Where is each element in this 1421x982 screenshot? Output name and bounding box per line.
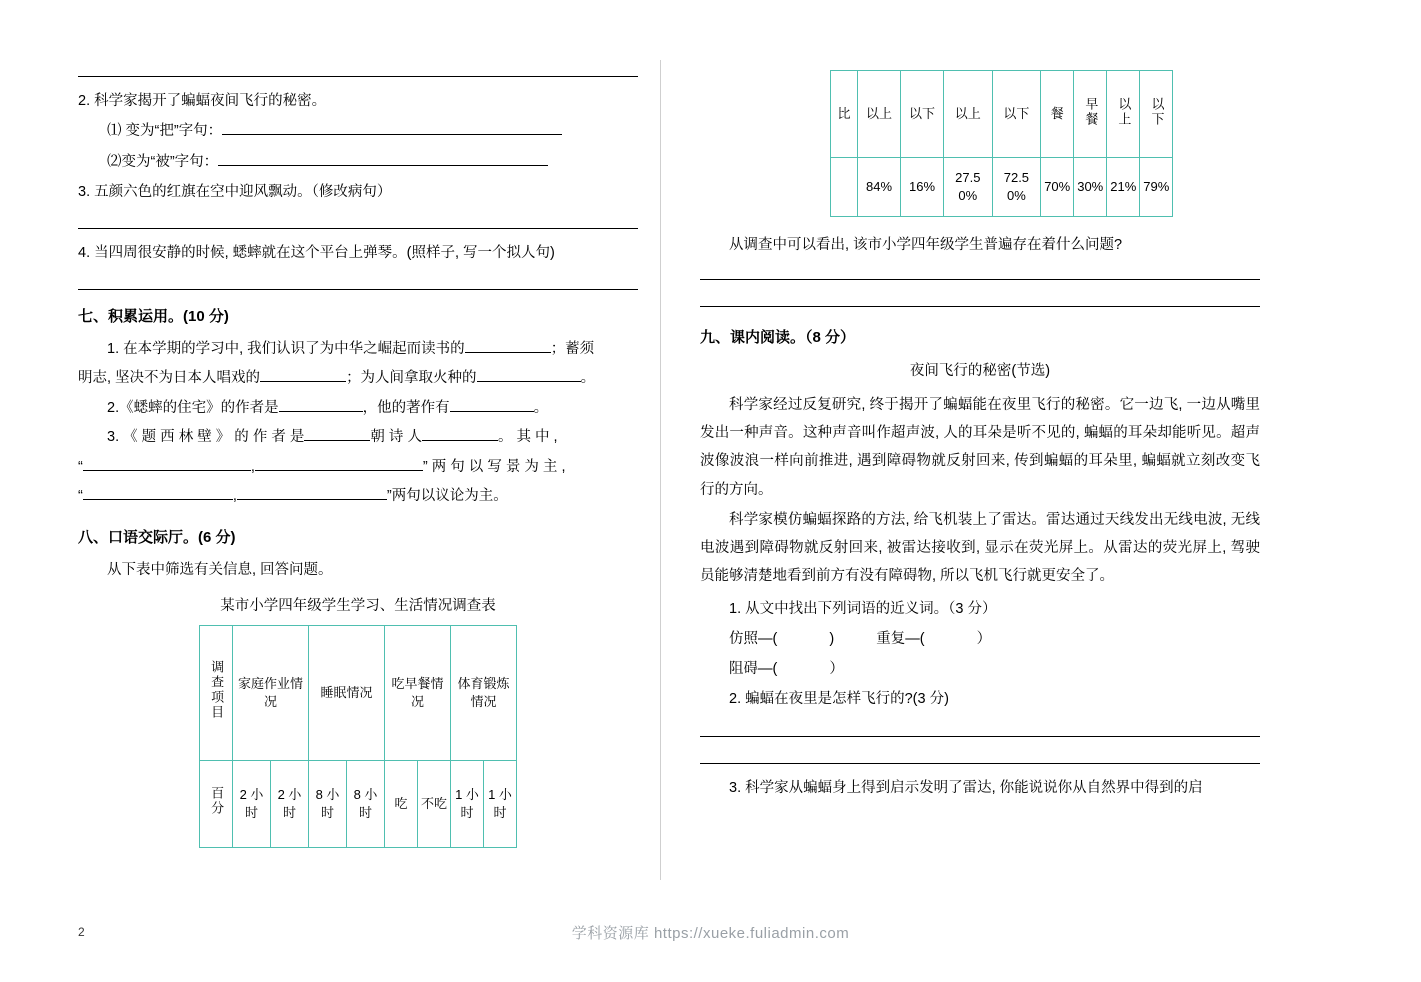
table-cell: 不吃 — [418, 760, 451, 847]
answer-blank[interactable] — [83, 485, 233, 501]
answer-blank[interactable] — [477, 367, 581, 383]
s7-i1-text-e: 。 — [580, 370, 596, 387]
table-cell: 27.50% — [944, 158, 993, 217]
answer-rule-q3 — [78, 228, 638, 229]
answer-blank[interactable] — [422, 426, 498, 442]
page-number: 2 — [78, 925, 85, 939]
section-8-lead: 从下表中筛选有关信息, 回答问题。 — [107, 562, 333, 579]
answer-rule-4 — [700, 763, 1260, 764]
table-cell: 30% — [1074, 158, 1107, 217]
table-cell: 早餐 — [1074, 71, 1107, 158]
answer-rule-q4 — [78, 289, 638, 290]
table-cell: 体育锻炼情况 — [451, 625, 517, 760]
survey-table-caption: 某市小学四年级学生学习、生活情况调查表 — [220, 598, 496, 615]
table-cell: 以上 — [1107, 71, 1140, 158]
column-divider — [660, 60, 661, 880]
reading-question-1: 1. 从文中找出下列词语的近义词。（3 分） — [729, 600, 997, 617]
question-2-stem: 2. 科学家揭开了蝙蝠夜间飞行的秘密。 — [78, 93, 327, 109]
reading-question-2: 2. 蝙蝠在夜里是怎样飞行的?(3 分) — [729, 691, 949, 708]
s7-i3-text-a: 3. 《 题 西 林 壁 》 的 作 者 是 — [107, 429, 305, 446]
table-cell: 16% — [901, 158, 944, 217]
answer-blank[interactable] — [255, 455, 423, 471]
table-cell: 8 小时 — [309, 760, 347, 847]
reading-question-3: 3. 科学家从蝙蝠身上得到启示发明了雷达, 你能说说你从自然界中得到的启 — [729, 779, 1203, 796]
s7-i1-text-b: ；蓄须 — [550, 340, 595, 357]
section-7-item-1 — [78, 336, 638, 364]
table-cell: 调查项目 — [200, 625, 233, 760]
table-row — [200, 625, 517, 760]
answer-blank[interactable] — [222, 120, 562, 136]
synonym-label-1: 仿照—( — [729, 630, 778, 647]
answer-blank[interactable] — [777, 628, 829, 643]
quote-comma: , — [250, 458, 255, 475]
section-8-title: 八、口语交际厅。(6 分) — [78, 528, 236, 546]
table-cell: 2 小时 — [271, 760, 309, 847]
table-cell — [831, 158, 858, 217]
table-question: 从调查中可以看出, 该市小学四年级学生普遍存在着什么问题? — [729, 237, 1123, 253]
table-row — [831, 158, 1173, 217]
table-cell: 8 小时 — [347, 760, 385, 847]
quote-close: ” — [422, 458, 428, 475]
question-2-sub-2 — [78, 148, 638, 176]
table-cell: 百分 — [200, 760, 233, 847]
answer-blank[interactable] — [260, 367, 346, 383]
s7-i2-text-a: 2.《蟋蟀的住宅》的作者是 — [107, 399, 279, 416]
section-7-item-3-line3 — [78, 483, 638, 511]
section-7-item-3-line2 — [78, 454, 638, 482]
section-7-item-2 — [78, 395, 638, 423]
table-cell: 比 — [831, 71, 858, 158]
table-row — [831, 71, 1173, 158]
question-2-sub-1 — [78, 117, 638, 145]
reading-question-1-blanks-a — [700, 625, 1260, 653]
table-cell: 1 小时 — [451, 760, 484, 847]
answer-rule-3 — [700, 736, 1260, 737]
table-cell: 72.50% — [992, 158, 1041, 217]
table-cell: 家庭作业情况 — [233, 625, 309, 760]
quote-close: ” — [386, 488, 392, 505]
answer-blank[interactable] — [450, 396, 534, 412]
article-paragraph-1: 科学家经过反复研究, 终于揭开了蝙蝠能在夜里飞行的秘密。它一边飞, 一边从嘴里发出一种声音。这种声音叫作超声波, 人的耳朵是听不见的, 蝙蝠的耳朵却能听见。超声波像波浪一样向前推进, 遇到障碍物就反射回来, 传到蝙蝠的耳朵里, 蝙蝠就立刻改变飞行的方向。 — [700, 396, 1260, 498]
question-2-sub-2-label: ⑵变为“被”字句： — [107, 153, 219, 170]
answer-rule-1 — [700, 279, 1260, 280]
table-cell: 2 小时 — [233, 760, 271, 847]
answer-blank[interactable] — [279, 396, 363, 412]
s7-i2-text-c: 。 — [533, 399, 549, 416]
survey-table-right — [830, 70, 1173, 217]
right-column — [700, 70, 1260, 804]
s7-i3-text-c: 。 其 中 , — [497, 429, 558, 446]
table-cell: 70% — [1041, 158, 1074, 217]
s7-i3-tail-2: 两句以议论为主。 — [391, 488, 508, 505]
synonym-label-3: 阻碍—( — [729, 661, 778, 678]
table-cell: 79% — [1140, 158, 1173, 217]
reading-question-1-blanks-b — [700, 655, 1260, 683]
answer-blank[interactable] — [777, 659, 829, 674]
quote-open: “ — [78, 488, 83, 505]
s7-i2-text-b: ，他的著作有 — [362, 399, 450, 416]
s7-i3-tail-1: 两 句 以 写 景 为 主 , — [431, 458, 566, 475]
s7-i1-text-d: ；为人间拿取火种的 — [346, 370, 477, 387]
answer-rule-2 — [700, 306, 1260, 307]
answer-blank[interactable] — [925, 628, 977, 643]
watermark: 学科资源库 https://xueke.fuliadmin.com — [571, 925, 850, 942]
section-9-title: 九、课内阅读。（8 分） — [700, 329, 856, 347]
article-paragraph-2: 科学家模仿蝙蝠探路的方法, 给飞机装上了雷达。雷达通过天线发出无线电波, 无线电波遇到障碍物就反射回来, 被雷达接收到, 显示在荧光屏上。从雷达的荧光屏上, 驾驶员能够清楚地看到前方有没有障碍物, 所以飞机飞行就更安全了。 — [700, 511, 1260, 585]
synonym-label-2: 重复—( — [876, 630, 925, 647]
table-cell: 以上 — [944, 71, 993, 158]
section-7-title: 七、积累运用。(10 分) — [78, 308, 229, 326]
paren-close: ） — [976, 630, 992, 647]
paren-close: ） — [829, 661, 844, 678]
s7-i1-text-a: 1. 在本学期的学习中, 我们认识了为中华之崛起而读书的 — [107, 340, 465, 357]
table-cell: 吃 — [385, 760, 418, 847]
s7-i1-text-c: 明志, 坚决不为日本人唱戏的 — [78, 370, 261, 387]
answer-blank[interactable] — [237, 485, 387, 501]
quote-comma: , — [232, 488, 237, 505]
survey-table-left — [199, 625, 517, 848]
table-cell: 以上 — [858, 71, 901, 158]
section-7-item-3 — [78, 424, 638, 452]
question-2-sub-1-label: ⑴ 变为“把”字句： — [107, 123, 223, 140]
table-cell: 以下 — [992, 71, 1041, 158]
table-cell: 餐 — [1041, 71, 1074, 158]
left-column — [78, 70, 638, 848]
answer-blank[interactable] — [83, 455, 251, 471]
table-cell: 84% — [858, 158, 901, 217]
table-cell: 21% — [1107, 158, 1140, 217]
table-cell: 以下 — [901, 71, 944, 158]
s7-i3-text-b: 朝 诗 人 — [370, 429, 422, 446]
table-cell: 以下 — [1140, 71, 1173, 158]
table-cell: 1 小时 — [484, 760, 517, 847]
question-4: 4. 当四周很安静的时候, 蟋蟀就在这个平台上弹琴。(照样子, 写一个拟人句) — [78, 245, 555, 262]
answer-blank[interactable] — [218, 150, 548, 166]
table-cell: 吃早餐情况 — [385, 625, 451, 760]
table-row — [200, 760, 517, 847]
paren-close: ) — [829, 630, 835, 647]
quote-open: “ — [78, 458, 83, 475]
section-7-item-1-cont — [78, 365, 638, 393]
answer-blank[interactable] — [465, 337, 551, 353]
answer-blank[interactable] — [304, 426, 370, 442]
answer-rule-top — [78, 76, 638, 77]
table-cell: 睡眠情况 — [309, 625, 385, 760]
question-3: 3. 五颜六色的红旗在空中迎风飘动。（修改病句） — [78, 183, 392, 200]
article-title: 夜间飞行的秘密(节选) — [909, 362, 1051, 379]
